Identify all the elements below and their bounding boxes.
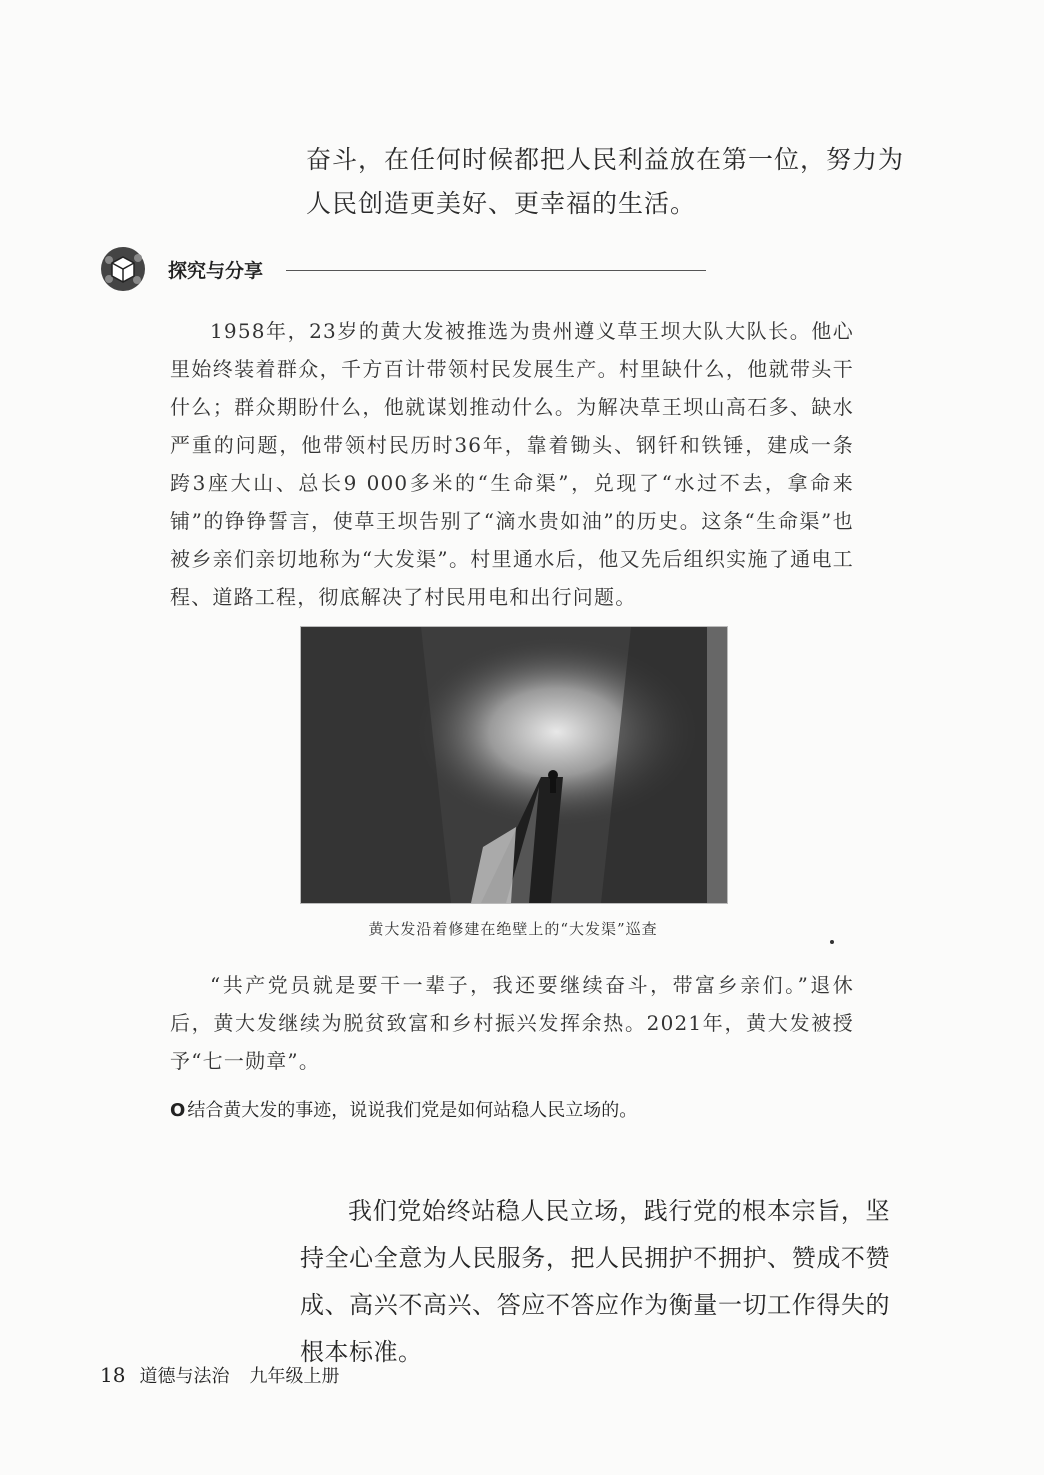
quote-paragraph: “共产党员就是要干一辈子，我还要继续奋斗，带富乡亲们。”退休后，黄大发继续为脱贫致富和乡村振兴发挥余热。2021年，黄大发被授予“七一勋章”。 xyxy=(170,973,854,1073)
page-number: 18 xyxy=(100,1363,126,1387)
section-divider xyxy=(286,270,706,271)
conclusion-paragraph: 我们党始终站稳人民立场，践行党的根本宗旨，坚持全心全意为人民服务，把人民拥护不拥护、赞成不赞成、高兴不高兴、答应不答应作为衡量一切工作得失的根本标准。 xyxy=(300,1197,890,1366)
question-marker: O xyxy=(170,1100,186,1121)
inquiry-dice-icon xyxy=(100,246,146,292)
book-title: 道德与法治 xyxy=(139,1366,230,1387)
intro-paragraph: 奋斗，在任何时候都把人民利益放在第一位，努力为人民创造更美好、更幸福的生活。 xyxy=(306,145,905,218)
discussion-question xyxy=(170,1096,870,1122)
grade-label: 九年级上册 xyxy=(249,1366,340,1387)
section-title: 探究与分享 xyxy=(168,260,264,282)
photo-caption: 黄大发沿着修建在绝壁上的“大发渠”巡查 xyxy=(368,920,658,938)
page-footer xyxy=(100,1362,339,1388)
speck xyxy=(830,940,834,944)
question-text: 结合黄大发的事迹，说说我们党是如何站稳人民立场的。 xyxy=(187,1100,638,1121)
canal-photo xyxy=(300,626,728,904)
story-paragraph: 1958年，23岁的黄大发被推选为贵州遵义草王坝大队大队长。他心里始终装着群众，千方百计带领村民发展生产。村里缺什么，他就带头干什么；群众期盼什么，他就谋划推动什么。为解决草王坝山高石多、缺水严重的问题，他带领村民历时36年，靠着锄头、钢钎和铁锤，建成一条跨3座大山、总长9 000多米的“生命渠”，兑现了“水过不去，拿命来铺”的铮铮誓言，使草王坝告别了“滴水贵如油”的历史。这条“生命渠”也被乡亲们亲切地称为“大发渠”。村里通水后，他又先后组织实施了通电工程、道路工程，彻底解决了村民用电和出行问题。 xyxy=(170,319,854,609)
